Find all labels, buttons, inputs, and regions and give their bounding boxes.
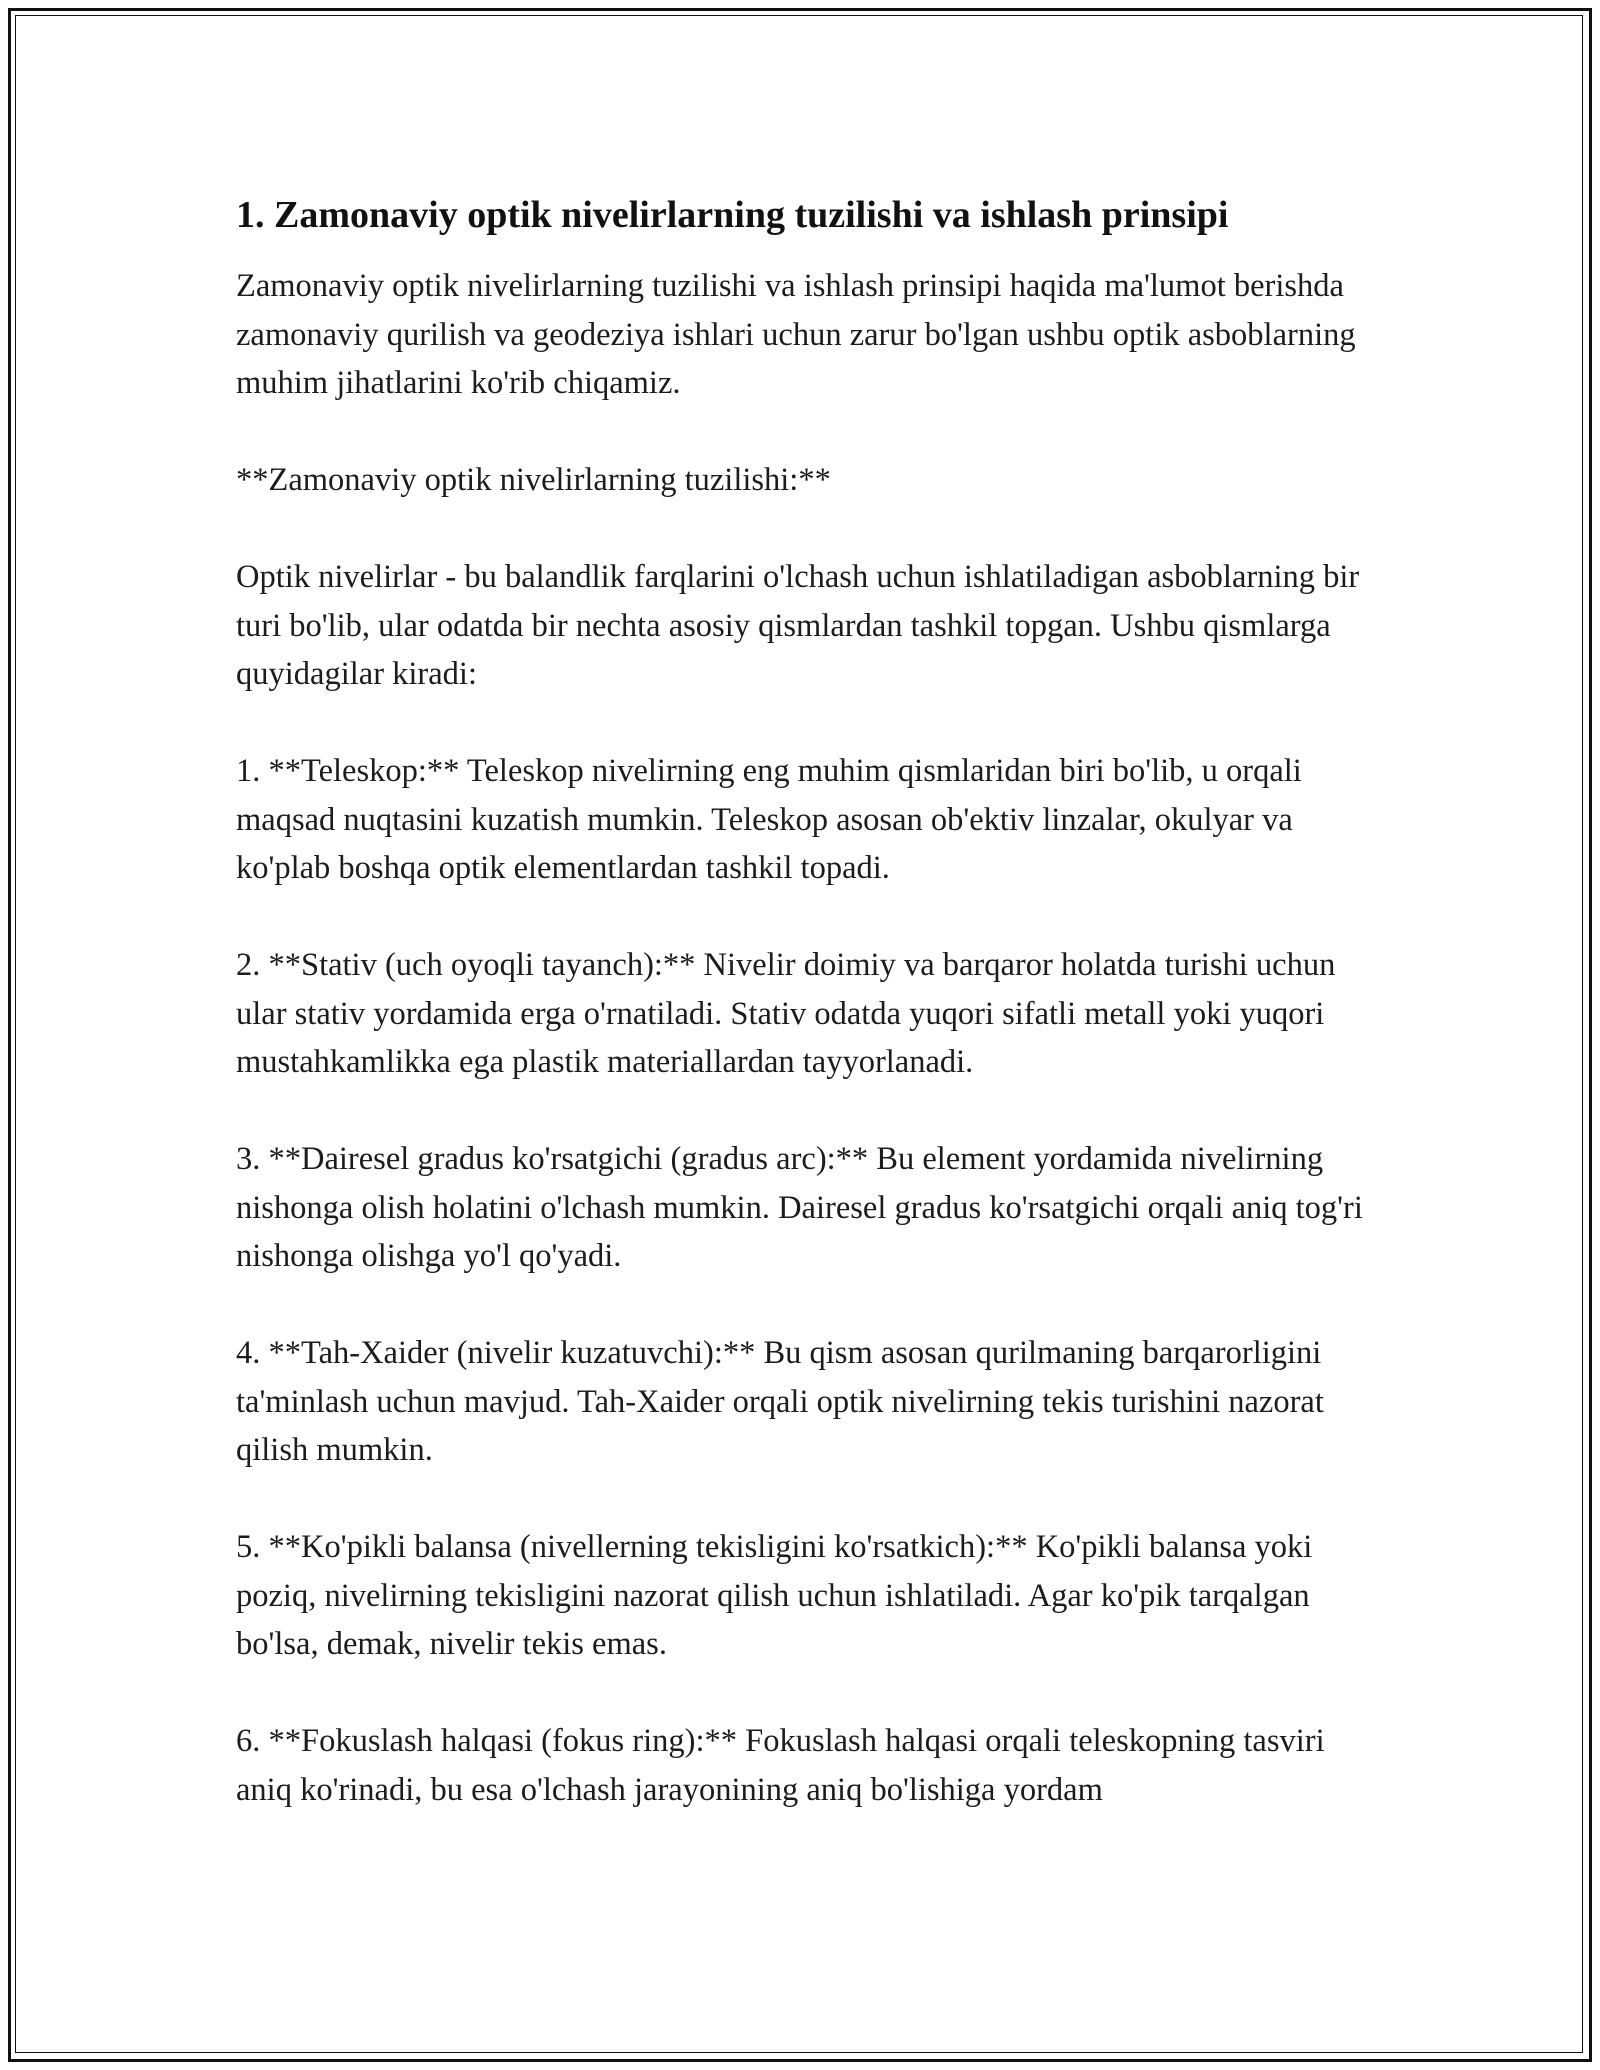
list-item-focus-ring: 6. **Fokuslash halqasi (fokus ring):** Fokuslash halqasi orqali teleskopning tasviri aniq ko'rinadi, bu esa o'lchash jarayonining aniq bo'lishiga yordam <box>236 1723 1325 1808</box>
list-item-tripod: 2. **Stativ (uch oyoqli tayanch):** Nivelir doimiy va barqaror holatda turishi uchun ular stativ yordamida erga o'rnatiladi. Stativ odatda yuqori sifatli metall yoki yuqori mustahkamlikka ega plastik materiallardan tayyorlanadi. <box>236 947 1336 1080</box>
parts-intro-paragraph: Optik nivelirlar - bu balandlik farqlarini o'lchash uchun ishlatiladigan asboblarning bir turi bo'lib, ular odatda bir nechta asosiy qismlardan tashkil topgan. Ushbu qismlarga quyidagilar kiradi: <box>236 559 1360 692</box>
list-item-tah-xaider: 4. **Tah-Xaider (nivelir kuzatuvchi):** Bu qism asosan qurilmaning barqarorligini ta'minlash uchun mavjud. Tah-Xaider orqali optik nivelirning tekis turishini nazorat qilish mumkin. <box>236 1335 1324 1468</box>
intro-paragraph: Zamonaviy optik nivelirlarning tuzilishi va ishlash prinsipi haqida ma'lumot berishda zamonaviy qurilish va geodeziya ishlari uchun zarur bo'lgan ushbu optik asboblarning muhim jihatlarini ko'rib chiqamiz. <box>236 268 1356 401</box>
section-heading: 1. Zamonaviy optik nivelirlarning tuzilishi va ishlash prinsipi <box>236 194 1229 236</box>
list-item-bubble-level: 5. **Ko'pikli balansa (nivellerning tekisligini ko'rsatkich):** Ko'pikli balansa yoki poziq, nivelirning tekisligini nazorat qilish uchun ishlatiladi. Agar ko'pik tarqalgan bo'lsa, demak, nivelir tekis emas. <box>236 1529 1313 1662</box>
list-item-telescope: 1. **Teleskop:** Teleskop nivelirning eng muhim qismlaridan biri bo'lib, u orqali maqsad nuqtasini kuzatish mumkin. Teleskop asosan ob'ektiv linzalar, okulyar va ko'plab boshqa optik elementlardan tashkil topadi. <box>236 753 1302 886</box>
list-item-degree-indicator: 3. **Dairesel gradus ko'rsatgichi (gradus arc):** Bu element yordamida nivelirning nishonga olish holatini o'lchash mumkin. Dairesel gradus ko'rsatgichi orqali aniq tog'ri nishonga olishga yo'l qo'yadi. <box>236 1141 1363 1274</box>
document-body <box>236 190 1366 1863</box>
structure-subheading: **Zamonaviy optik nivelirlarning tuzilishi:** <box>236 462 831 498</box>
